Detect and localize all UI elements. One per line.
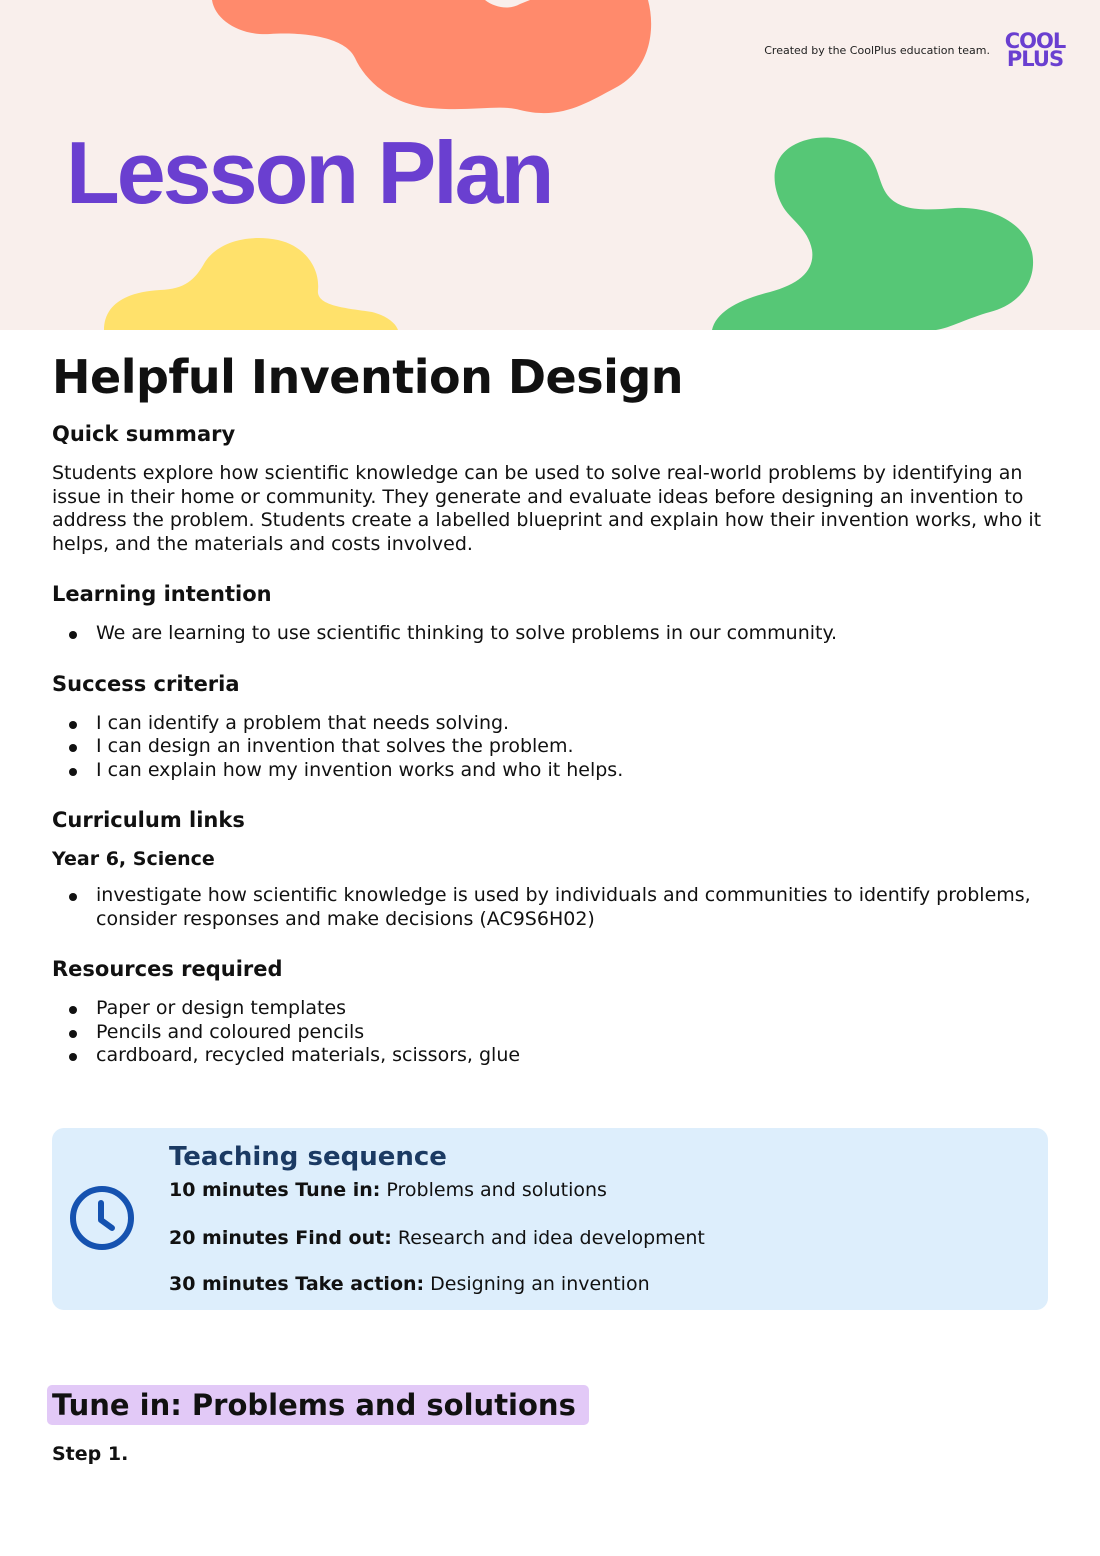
sequence-item-find-out <box>169 1227 705 1249</box>
sequence-item-take-action <box>169 1273 650 1295</box>
logo-line-plus: PLUS <box>1006 47 1064 71</box>
step-label: Step 1. <box>52 1443 129 1465</box>
learning-intention-heading: Learning intention <box>52 582 272 606</box>
tune-in-heading: Tune in: Problems and solutions <box>47 1385 589 1425</box>
curriculum-links-heading: Curriculum links <box>52 808 245 832</box>
page-header <box>0 0 1100 330</box>
yellow-blob <box>104 238 398 330</box>
sequence-item-label: 20 minutes Find out: <box>169 1227 392 1249</box>
document-body <box>52 350 1052 1094</box>
sequence-item-label: 30 minutes Take action: <box>169 1273 425 1295</box>
sequence-item-text: Designing an invention <box>424 1273 650 1295</box>
list-item: I can design an invention that solves the problem. <box>96 735 1052 759</box>
clock-icon <box>68 1184 136 1252</box>
sequence-item-tune-in <box>169 1179 607 1201</box>
success-criteria-list <box>52 712 1052 783</box>
list-item: I can identify a problem that needs solving. <box>96 712 1052 736</box>
sequence-item-text: Problems and solutions <box>380 1179 607 1201</box>
document-title: Helpful Invention Design <box>52 350 684 404</box>
teaching-sequence-box <box>52 1128 1048 1310</box>
list-item: I can explain how my invention works and who it helps. <box>96 759 1052 783</box>
orange-blob <box>212 0 651 113</box>
list-item: cardboard, recycled materials, scissors, glue <box>96 1044 1052 1068</box>
coolplus-logo <box>1003 29 1067 71</box>
list-item: Pencils and coloured pencils <box>96 1021 1052 1045</box>
list-item: investigate how scientific knowledge is used by individuals and communities to identify problems, consider responses and make decisions (AC9S6H02) <box>96 884 1052 931</box>
resources-heading: Resources required <box>52 957 283 981</box>
quick-summary-text: Students explore how scientific knowledge can be used to solve real-world problems by identifying an issue in their home or community. They generate and evaluate ideas before designing an invention to address the problem. Students create a labelled blueprint and explain how their invention works, who it helps, and the materials and costs involved. <box>52 462 1042 555</box>
list-item: Paper or design templates <box>96 997 1052 1021</box>
curriculum-year-subheading: Year 6, Science <box>52 848 215 870</box>
teaching-sequence-title: Teaching sequence <box>169 1142 447 1172</box>
list-item: We are learning to use scientific thinking to solve problems in our community. <box>96 622 1052 646</box>
sequence-item-text: Research and idea development <box>391 1227 705 1249</box>
resources-list <box>52 997 1052 1068</box>
learning-intention-list <box>52 622 1052 646</box>
quick-summary-heading: Quick summary <box>52 422 236 446</box>
logo-line-cool: COOL <box>1004 29 1066 53</box>
success-criteria-heading: Success criteria <box>52 671 240 696</box>
sequence-item-label: 10 minutes Tune in: <box>169 1179 381 1201</box>
green-blob <box>712 137 1033 330</box>
created-by-credit: Created by the CoolPlus education team. <box>764 44 990 57</box>
curriculum-links-list <box>52 884 1052 931</box>
lesson-plan-title: Lesson Plan <box>66 123 552 222</box>
